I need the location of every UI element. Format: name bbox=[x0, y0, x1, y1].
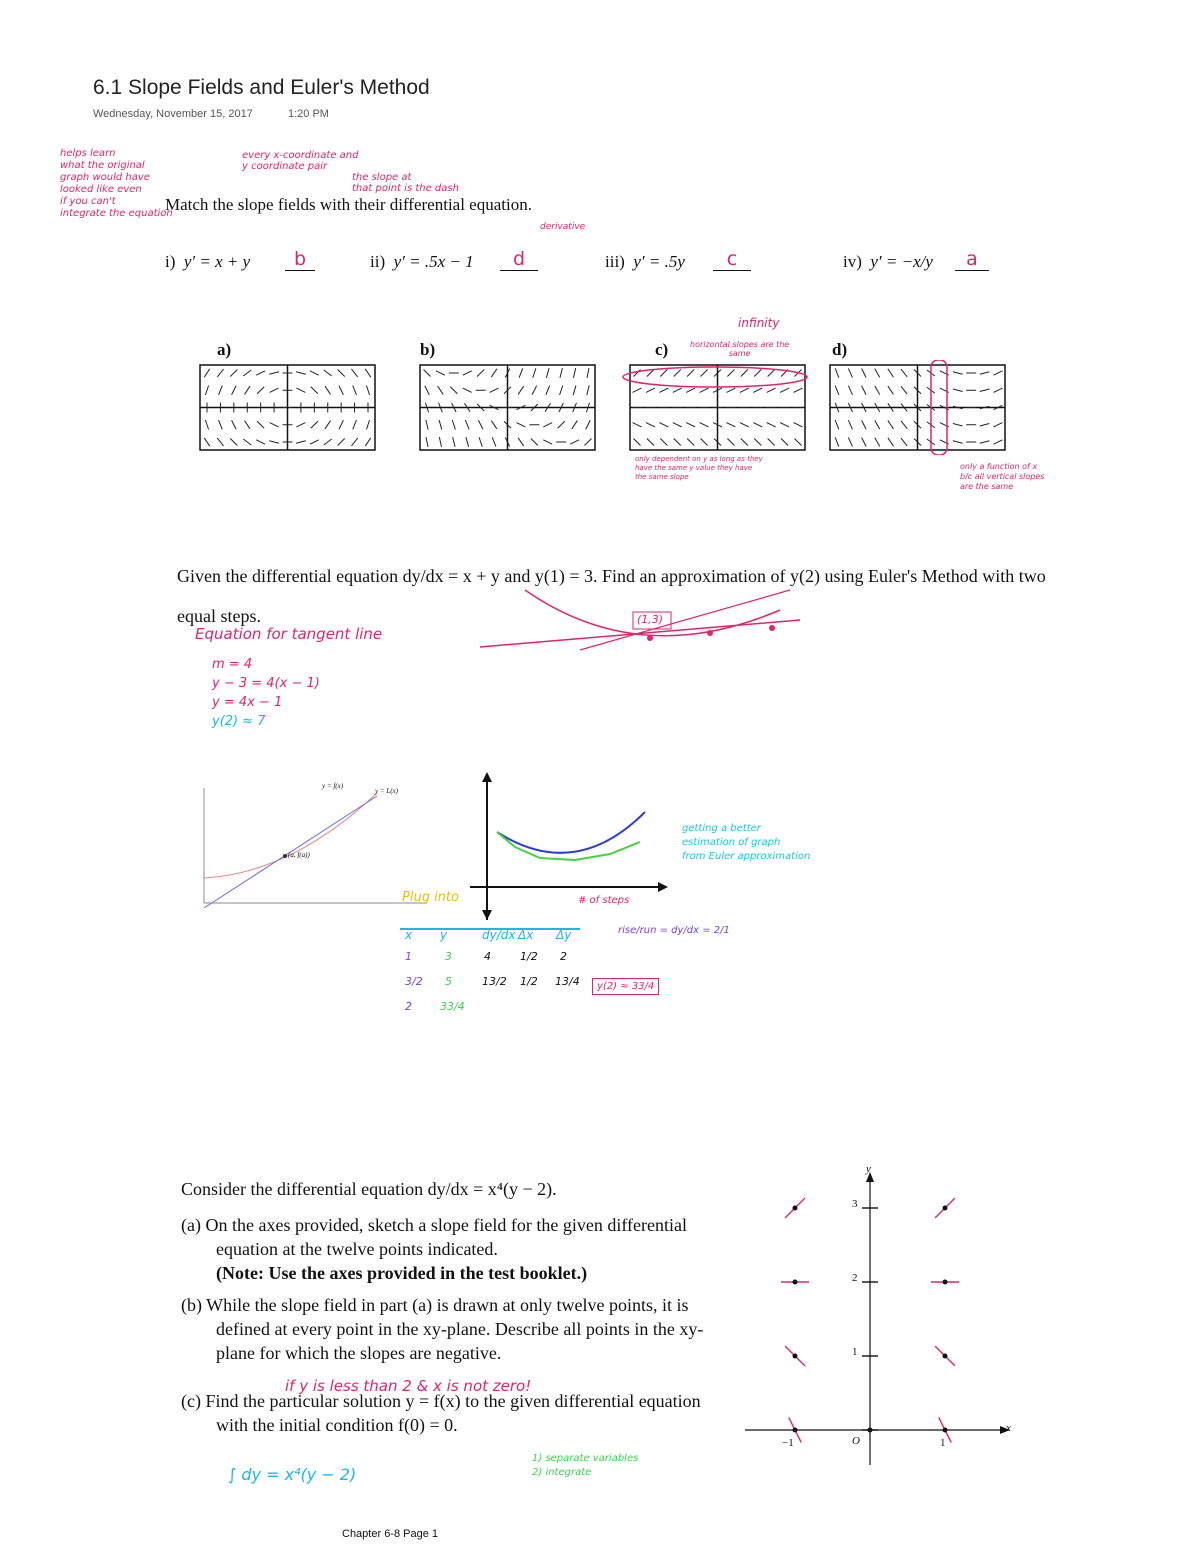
table-header-dydx: dy/dx bbox=[482, 928, 516, 942]
slope-segment bbox=[572, 421, 578, 429]
axis-label-x: x bbox=[1006, 1422, 1011, 1434]
xtick-origin: O bbox=[852, 1435, 860, 1447]
grid-point bbox=[943, 1354, 948, 1359]
table-header-x: x bbox=[405, 928, 413, 942]
slope-segment bbox=[205, 420, 208, 429]
slope-segment bbox=[439, 420, 442, 430]
slope-segment bbox=[726, 423, 735, 427]
slope-segment bbox=[243, 370, 251, 376]
cell-y-1: 5 bbox=[445, 975, 452, 988]
field-label-c: c) bbox=[655, 340, 669, 359]
ytick-3: 3 bbox=[852, 1198, 858, 1210]
slope-segment bbox=[338, 438, 345, 445]
slope-segment bbox=[848, 420, 852, 429]
slope-segment bbox=[994, 423, 1003, 427]
slope-segment bbox=[835, 437, 839, 446]
slope-segment bbox=[980, 441, 990, 443]
slope-segment bbox=[862, 438, 866, 447]
slope-segment bbox=[953, 372, 963, 374]
cell-x-2: 2 bbox=[405, 1000, 412, 1013]
slope-segment bbox=[659, 423, 668, 427]
slope-segment bbox=[901, 386, 907, 394]
cell-x-0: 1 bbox=[405, 950, 412, 963]
slope-segment bbox=[365, 438, 371, 446]
cell-y-0: 3 bbox=[445, 950, 452, 963]
slope-segment bbox=[888, 386, 894, 394]
slope-segment bbox=[311, 421, 318, 428]
slope-segment bbox=[888, 369, 894, 377]
table-header-dy: Δy bbox=[556, 928, 572, 942]
note-c-bottom: only dependent on y as long as they have the same y value they have the same slope bbox=[635, 455, 763, 481]
slope-segment bbox=[980, 372, 990, 374]
slope-segment bbox=[584, 438, 591, 445]
steps-note: # of steps bbox=[578, 895, 630, 906]
slope-segment bbox=[546, 368, 549, 378]
slope-segment bbox=[353, 420, 357, 429]
slope-segment bbox=[492, 437, 496, 446]
slope-segment bbox=[701, 438, 708, 445]
ratio-note: rise/run = dy/dx = 2/1 bbox=[618, 925, 730, 936]
slope-segment bbox=[700, 388, 709, 392]
slope-segment bbox=[570, 440, 579, 444]
part-a-note: (Note: Use the axes provided in the test booklet.) bbox=[216, 1263, 588, 1283]
slope-segment bbox=[780, 423, 789, 427]
slope-field-b bbox=[420, 365, 595, 450]
slope-segment bbox=[586, 420, 590, 429]
slope-segment bbox=[217, 438, 223, 446]
slope-segment bbox=[980, 389, 990, 391]
slope-segment bbox=[244, 421, 250, 429]
xtick-neg1: −1 bbox=[782, 1437, 794, 1449]
slope-segment bbox=[953, 441, 963, 443]
part-c-work: ∫ dy = x⁴(y − 2) bbox=[228, 1465, 357, 1484]
note-left: helps learn what the original graph would have looked like even if you can't integrate the equation bbox=[60, 148, 173, 219]
slope-segment bbox=[426, 437, 428, 447]
equation-iii: iii) y′ = .5y bbox=[605, 252, 685, 271]
part-c-steps: 1) separate variables 2) integrate bbox=[532, 1453, 639, 1478]
slope-segment bbox=[478, 420, 482, 429]
slope-segment bbox=[325, 386, 331, 394]
note-c-top: horizontal slopes are the same bbox=[690, 340, 790, 358]
slope-segment bbox=[479, 437, 482, 446]
slope-segment bbox=[587, 385, 589, 395]
slope-segment bbox=[257, 421, 264, 428]
grid-point bbox=[793, 1428, 798, 1433]
slope-segment bbox=[754, 369, 761, 376]
equation-i: i) y′ = x + y bbox=[165, 252, 251, 271]
slope-segment bbox=[465, 420, 469, 429]
slope-segment bbox=[426, 420, 428, 430]
slope-segment bbox=[686, 423, 695, 427]
slope-segment bbox=[659, 388, 668, 392]
slope-segment bbox=[674, 438, 681, 445]
slope-segment bbox=[687, 438, 694, 445]
slope-segment bbox=[687, 369, 694, 376]
slope-segment bbox=[230, 438, 237, 445]
slope-segment bbox=[848, 386, 852, 395]
slope-segment bbox=[754, 438, 761, 445]
grid-point bbox=[868, 1428, 873, 1433]
slope-segment bbox=[339, 420, 343, 429]
slope-segment bbox=[491, 421, 497, 429]
slope-segment bbox=[980, 424, 990, 426]
problem3-axes bbox=[740, 1160, 1020, 1480]
note-top: every x-coordinate and y coordinate pair the slope at that point is the dash bbox=[242, 150, 459, 194]
slope-segment bbox=[794, 388, 803, 392]
grid-point bbox=[943, 1428, 948, 1433]
slope-segment bbox=[439, 437, 441, 447]
slope-segment bbox=[647, 438, 654, 445]
slope-segment bbox=[701, 369, 708, 376]
slope-field-a bbox=[200, 365, 375, 450]
graph-note: getting a better estimation of graph from Euler approximation bbox=[682, 823, 811, 862]
problem1-prompt: Match the slope fields with their differential equation. bbox=[165, 195, 532, 214]
slope-segment bbox=[848, 437, 852, 446]
problem3-text bbox=[181, 1177, 721, 1437]
slope-segment bbox=[780, 388, 789, 392]
cell-x-1: 3/2 bbox=[405, 975, 423, 988]
answer-iii: c bbox=[713, 248, 751, 271]
slope-segment bbox=[232, 386, 236, 395]
slope-segment bbox=[244, 386, 250, 394]
slope-segment bbox=[901, 438, 907, 446]
note-derivative: derivative bbox=[540, 222, 586, 232]
page-time: 1:20 PM bbox=[288, 108, 329, 120]
slope-segment bbox=[848, 368, 852, 377]
page-date: Wednesday, November 15, 2017 bbox=[93, 108, 253, 120]
slope-segment bbox=[453, 437, 455, 447]
slope-segment bbox=[257, 387, 264, 394]
slope-segment bbox=[862, 386, 866, 395]
slope-segment bbox=[994, 388, 1003, 392]
slope-segment bbox=[888, 421, 894, 429]
point-label: (1,3) bbox=[637, 613, 664, 626]
part-c: (c) Find the particular solution y = f(x) to the given differential equation with the initial condition f(0) = 0. bbox=[181, 1391, 701, 1435]
slope-segment bbox=[230, 369, 237, 376]
slope-segment bbox=[781, 438, 788, 445]
slope-segment bbox=[204, 438, 210, 446]
part-a: (a) On the axes provided, sketch a slope field for the given differential equation at the twelve points indicated. bbox=[181, 1215, 687, 1259]
slope-segment bbox=[741, 369, 748, 376]
slope-segment bbox=[753, 423, 762, 427]
slope-segment bbox=[953, 389, 963, 391]
slope-segment bbox=[862, 420, 866, 429]
slope-field-d bbox=[830, 365, 1005, 450]
slope-segment bbox=[727, 369, 734, 376]
slope-segment bbox=[633, 388, 642, 392]
slope-segment bbox=[686, 388, 695, 392]
c-top-highlight bbox=[623, 367, 807, 387]
slope-segment bbox=[953, 424, 963, 426]
grid-point bbox=[793, 1354, 798, 1359]
part-b: (b) While the slope field in part (a) is drawn at only twelve points, it is defined at every point in the xy-plane. Describe all points in the xy-plane for which the slopes are negative. bbox=[181, 1295, 704, 1363]
slope-segment bbox=[573, 368, 575, 378]
slope-segment bbox=[726, 388, 735, 392]
slope-segment bbox=[310, 440, 319, 444]
slope-segment bbox=[351, 438, 357, 446]
table-header-y: y bbox=[440, 928, 448, 942]
slope-segment bbox=[700, 423, 709, 427]
slope-segment bbox=[740, 388, 749, 392]
page-footer: Chapter 6-8 Page 1 bbox=[342, 1528, 439, 1540]
slope-segment bbox=[753, 388, 762, 392]
slope-segment bbox=[296, 388, 305, 392]
slope-segment bbox=[633, 423, 642, 427]
slope-segment bbox=[466, 437, 469, 447]
slope-segment bbox=[546, 386, 550, 395]
problem2-prompt: Given the differential equation dy/dx = x + y and y(1) = 3. Find an approximation of y(2) using Euler's Method with two equal steps. bbox=[177, 566, 1046, 626]
slope-segment bbox=[296, 441, 306, 443]
graph-point-label: (a, f(a)) bbox=[288, 851, 310, 859]
cell-dydx-0: 4 bbox=[484, 950, 491, 963]
slope-segment bbox=[365, 369, 371, 377]
grid-point bbox=[943, 1206, 948, 1211]
slope-segment bbox=[296, 372, 306, 374]
slope-segment bbox=[518, 386, 524, 394]
slope-segment bbox=[875, 386, 880, 395]
slope-segment bbox=[573, 385, 576, 395]
slope-segment bbox=[463, 371, 472, 375]
slope-fields bbox=[195, 360, 1085, 455]
slope-segment bbox=[674, 369, 681, 376]
slope-segment bbox=[436, 371, 445, 375]
slope-segment bbox=[325, 421, 331, 429]
slope-segment bbox=[205, 386, 208, 395]
slope-segment bbox=[519, 368, 523, 377]
slope-segment bbox=[310, 371, 319, 375]
cell-dy-0: 2 bbox=[560, 950, 567, 963]
equation-ii: ii) y′ = .5x − 1 bbox=[370, 252, 474, 271]
slope-segment bbox=[543, 440, 552, 444]
slope-segment bbox=[256, 440, 265, 444]
slope-segment bbox=[296, 423, 305, 427]
slope-segment bbox=[338, 369, 345, 376]
plug-note: Plug into bbox=[402, 890, 459, 905]
slope-segment bbox=[243, 439, 251, 445]
slope-segment bbox=[219, 420, 223, 429]
equation-iv: iv) y′ = −x/y bbox=[843, 252, 933, 271]
slope-segment bbox=[633, 438, 640, 445]
slope-segment bbox=[835, 368, 839, 377]
euler-graph bbox=[465, 772, 670, 922]
slope-segment bbox=[901, 421, 907, 429]
grid-point bbox=[793, 1206, 798, 1211]
slope-segment bbox=[633, 369, 640, 376]
slope-segment bbox=[646, 423, 655, 427]
slope-segment bbox=[727, 438, 734, 445]
field-label-b: b) bbox=[420, 340, 436, 359]
table-header-dx: Δx bbox=[518, 928, 534, 942]
slope-segment bbox=[768, 369, 775, 376]
slope-segment bbox=[339, 386, 343, 395]
slope-segment bbox=[452, 420, 455, 429]
slope-segment bbox=[423, 369, 430, 376]
slope-segment bbox=[232, 420, 236, 429]
slope-segment bbox=[270, 388, 279, 392]
label-f: y = f(x) bbox=[322, 782, 344, 790]
slope-segment bbox=[366, 386, 369, 395]
xtick-1: 1 bbox=[940, 1437, 946, 1449]
slope-segment bbox=[518, 438, 524, 446]
linear-approx-graph bbox=[192, 778, 432, 908]
result-box: y(2) ≈ 33/4 bbox=[592, 978, 659, 995]
slope-segment bbox=[587, 368, 589, 378]
slope-segment bbox=[646, 388, 655, 392]
slope-segment bbox=[660, 438, 667, 445]
field-label-d: d) bbox=[832, 340, 848, 359]
slope-segment bbox=[269, 441, 279, 443]
slope-segment bbox=[463, 388, 472, 392]
cell-dy-1: 13/4 bbox=[555, 975, 580, 988]
slope-segment bbox=[875, 369, 880, 378]
slope-segment bbox=[835, 420, 839, 429]
slope-segment bbox=[531, 438, 538, 445]
slope-segment bbox=[543, 423, 552, 427]
part-b-answer: if y is less than 2 & x is not zero! bbox=[285, 1377, 532, 1395]
label-l: y = L(x) bbox=[375, 787, 398, 795]
tangent-title: Equation for tangent line bbox=[195, 625, 383, 643]
slope-segment bbox=[835, 386, 839, 395]
axis-label-y: y bbox=[866, 1163, 871, 1175]
answer-iv: a bbox=[955, 248, 989, 271]
slope-segment bbox=[673, 388, 682, 392]
slope-segment bbox=[741, 438, 748, 445]
slope-segment bbox=[888, 438, 894, 446]
slope-segment bbox=[560, 386, 563, 395]
slope-segment bbox=[270, 423, 279, 427]
slope-segment bbox=[351, 369, 357, 377]
slope-segment bbox=[324, 370, 332, 376]
slope-field-c bbox=[630, 365, 805, 450]
slope-segment bbox=[491, 369, 497, 377]
slope-segment bbox=[219, 386, 223, 395]
slope-segment bbox=[438, 386, 444, 394]
slope-segment bbox=[477, 369, 484, 376]
cell-dx-1: 1/2 bbox=[520, 975, 538, 988]
cell-dx-0: 1/2 bbox=[520, 950, 538, 963]
field-label-a: a) bbox=[217, 340, 232, 359]
slope-segment bbox=[994, 440, 1003, 444]
slope-segment bbox=[794, 423, 803, 427]
slope-segment bbox=[204, 369, 210, 377]
slope-segment bbox=[794, 438, 801, 445]
slope-segment bbox=[767, 388, 776, 392]
slope-segment bbox=[767, 423, 776, 427]
slope-segment bbox=[269, 372, 279, 374]
slope-segment bbox=[311, 387, 318, 394]
slope-segment bbox=[740, 423, 749, 427]
note-infinity: infinity bbox=[738, 316, 780, 330]
slope-segment bbox=[560, 368, 562, 378]
slope-segment bbox=[324, 439, 332, 445]
slope-segment bbox=[533, 368, 536, 377]
slope-segment bbox=[660, 369, 667, 376]
note-d-right: only a function of x b/c all vertical slopes are the same bbox=[960, 462, 1045, 491]
slope-segment bbox=[490, 388, 499, 392]
slope-segment bbox=[558, 421, 565, 428]
slope-segment bbox=[901, 369, 907, 377]
slope-segment bbox=[862, 369, 866, 378]
page-title: 6.1 Slope Fields and Euler's Method bbox=[93, 76, 430, 99]
slope-segment bbox=[532, 386, 536, 395]
slope-segment bbox=[425, 386, 429, 395]
slope-segment bbox=[673, 423, 682, 427]
slope-segment bbox=[994, 371, 1003, 375]
slope-segment bbox=[366, 420, 369, 429]
cell-y-2: 33/4 bbox=[440, 1000, 465, 1013]
slope-segment bbox=[516, 423, 525, 427]
answer-ii: d bbox=[500, 248, 538, 271]
slope-segment bbox=[875, 438, 880, 447]
problem3-prompt: Consider the differential equation dy/dx = x⁴(y − 2). bbox=[181, 1179, 557, 1199]
grid-point bbox=[793, 1280, 798, 1285]
grid-point bbox=[943, 1280, 948, 1285]
slope-segment bbox=[450, 387, 457, 394]
cell-dydx-1: 13/2 bbox=[482, 975, 507, 988]
answer-i: b bbox=[285, 248, 315, 271]
slope-segment bbox=[256, 371, 265, 375]
ytick-2: 2 bbox=[852, 1272, 858, 1284]
slope-segment bbox=[217, 369, 223, 377]
tangent-work: m = 4 y − 3 = 4(x − 1) y = 4x − 1 y(2) ≈ 7 bbox=[212, 657, 320, 729]
slope-segment bbox=[353, 386, 357, 395]
ytick-1: 1 bbox=[852, 1346, 858, 1358]
slope-segment bbox=[875, 420, 880, 429]
slope-segment bbox=[768, 438, 775, 445]
